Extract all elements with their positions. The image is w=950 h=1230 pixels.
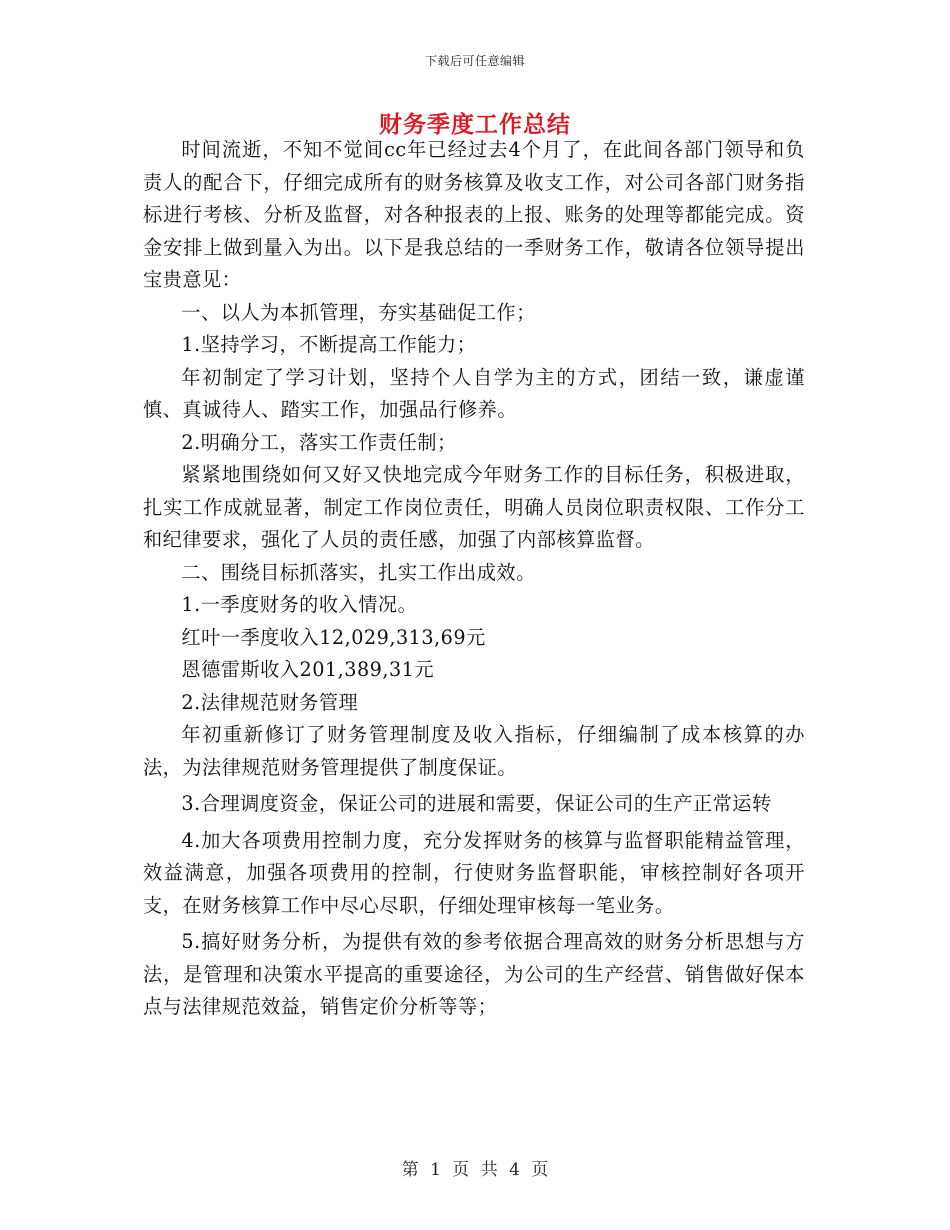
income-line: 红叶一季度收入12,029,313,69元 [181,625,486,649]
subsection-heading: 1.坚持学习，不断提高工作能力； [181,333,477,356]
subsection-heading: 2.明确分工，落实工作责任制； [181,430,457,454]
section-heading: 二、围绕目标抓落实，扎实工作出成效。 [181,560,536,584]
section-heading: 一、以人为本抓管理，夯实基础促工作； [181,300,536,324]
page-number: 第 1 页 共 4 页 [401,1160,549,1180]
document-title: 财务季度工作总结 [379,111,571,138]
income-line: 恩德雷斯收入201,389,31元 [181,658,435,681]
body-paragraph: 紧紧地围绕如何又好又快地完成今年财务工作的目标任务，积极进取，扎实工作成就显著，制定工作岗位责任，明确人员岗位职责权限、工作分工和纪律要求，强化了人员的责任感，加强了内部核算监督。 [143,463,805,551]
body-paragraph: 3.合理调度资金，保证公司的进展和需要，保证公司的生产正常运转 [181,792,772,815]
subsection-heading: 1.一季度财务的收入情况。 [181,593,418,616]
body-paragraph: 年初制定了学习计划，坚持个人自学为主的方式，团结一致，谦虚谨慎、真诚待人、踏实工作，加强品行修养。 [143,365,805,421]
subsection-heading: 2.法律规范财务管理 [181,690,359,714]
body-paragraph: 5.搞好财务分析，为提供有效的参考依据合理高效的财务分析思想与方法，是管理和决策水平提高的重要途径，为公司的生产经营、销售做好保本点与法律规范效益，销售定价分析等等； [143,930,805,1018]
body-paragraph: 年初重新修订了财务管理制度及收入指标，仔细编制了成本核算的办法，为法律规范财务管理提供了制度保证。 [143,723,805,779]
body-paragraph: 4.加大各项费用控制力度，充分发挥财务的核算与监督职能精益管理，效益满意，加强各项费用的控制，行使财务监督职能，审核控制好各项开支，在财务核算工作中尽心尽职，仔细处理审核每一笔业务。 [143,828,805,917]
page-header-note: 下载后可任意编辑 [424,54,525,68]
body-paragraph: 时间流逝，不知不觉间cc年已经过去4个月了，在此间各部门领导和负责人的配合下，仔细完成所有的财务核算及收支工作，对公司各部门财务指标进行考核、分析及监督，对各种报表的上报、账务的处理等都能完成。资金安排上做到量入为出。以下是我总结的一季财务工作，敬请各位领导提出宝贵意见： [143,138,805,291]
document-body [143,134,805,1024]
